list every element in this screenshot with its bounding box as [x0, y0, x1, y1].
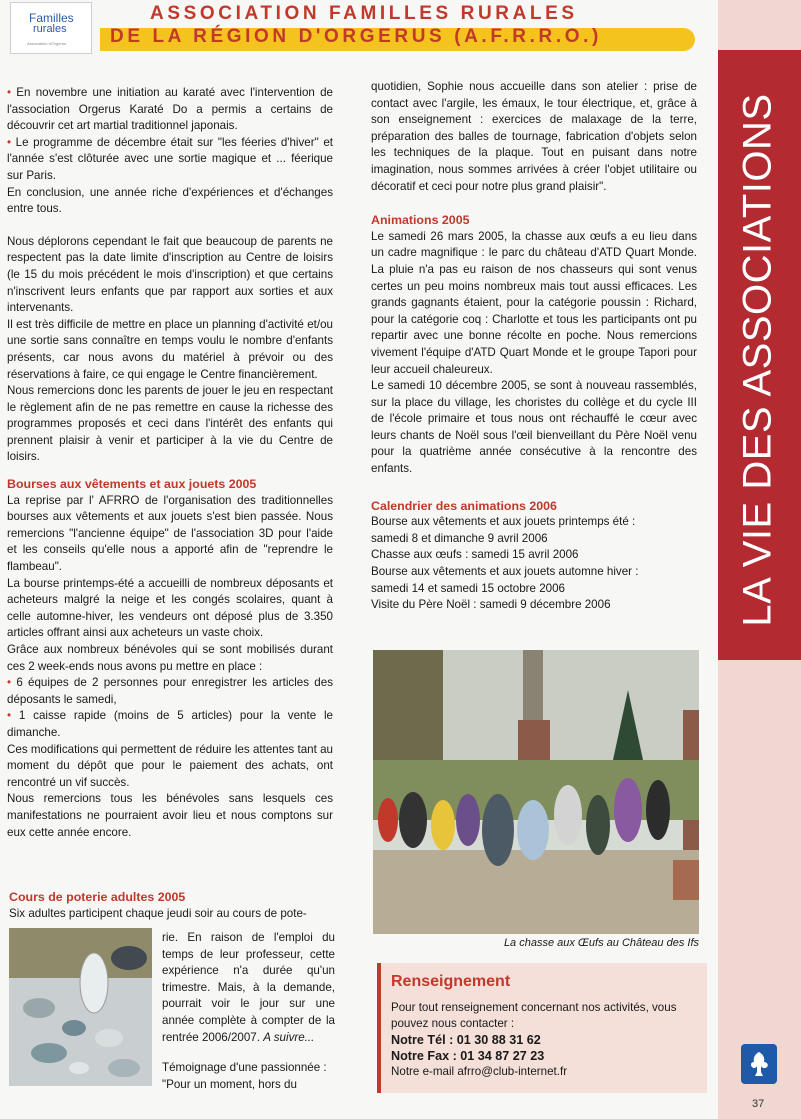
poterie-section — [9, 889, 335, 922]
section-heading-animations: Animations 2005 — [371, 213, 470, 228]
contact-title: Renseignement — [391, 973, 511, 990]
pottery-photo — [9, 928, 152, 1086]
familles-rurales-logo: Familles rurales Association d'Orgerus — [10, 2, 92, 54]
page-number: 37 — [752, 1098, 765, 1110]
contact-fax: Notre Fax : 01 34 87 27 23 — [391, 1049, 545, 1063]
contact-phone: Notre Tél : 01 30 88 31 62 — [391, 1033, 541, 1047]
paragraph: Nous remercions tous les bénévoles sans lesquels ces manifestations ne pourraient avoir lieu et nous comptons sur eux cette année encore. — [7, 792, 333, 839]
paragraph: quotidien, Sophie nous accueille dans son atelier : prise de contact avec l'argile, les émaux, le tour électrique, et, grâce à son enseignement : exercices de malaxage de la terre, préparation des balles de tournage, fabrication d'objets selon les techniques de la plaque. Tout en puisant dans notre imagination, nous sommes arrivées à créer l'objet utilitaire ou décoratif et ceci pour notre plus grand plaisir". — [371, 80, 697, 193]
rooster-logo-icon — [741, 1044, 777, 1084]
paragraph: Ces modifications qui permettent de réduire les attentes tant au moment du dépôt que pour le paiement des achats, ont rencontré un vif succès. — [7, 742, 333, 789]
paragraph: Le samedi 26 mars 2005, la chasse aux œufs a eu lieu dans un cadre magnifique : le parc du château d'ATD Quart Monde. La pluie n'a pas eu raison de nos chasseurs qui sont venus certes un peu moins nombreux mais tout aussi efficaces. Les grands gagnants étaient, pour la catégorie poussin : Richard, pour la catégorie coq : Charlotte et tous les participants ont pu repartir avec une bonne récolte en poche. Nous remercions vivement l'équipe d'ATD Quart Monde et le groupe Tapori pour leur accueil chaleureux. — [371, 229, 697, 376]
paragraph: • En novembre une initiation au karaté avec l'intervention de l'association Orgerus Karaté Do a permis a certains de découvrir cet art martial traditionnel japonais. — [7, 86, 333, 133]
sidebar — [718, 0, 801, 1119]
paragraph: • Le programme de décembre était sur "les féeries d'hiver" et l'année s'est clôturée avec une sortie magique et ... féerique sur Paris. — [7, 135, 333, 182]
column-right — [371, 79, 697, 614]
header-title-line2: DE LA RÉGION D'ORGERUS (A.F.R.R.O.) — [110, 26, 602, 47]
poterie-temoignage: Témoignage d'une passionnée : "Pour un moment, hors du — [162, 1061, 327, 1091]
egg-hunt-photo — [373, 650, 699, 934]
paragraph: Le samedi 10 décembre 2005, se sont à nouveau rassemblés, sur la place du village, les choristes du collège et du cycle III de l'école primaire et tous nous ont réchauffé le cœur avec leurs chants de Noël sous l'œil bienveillant du Père Noël venu pour la quatrième année consécutive à la rencontre des enfants. — [371, 379, 697, 476]
contact-body: Pour tout renseignement concernant nos activités, vous pouvez nous contacter : Notre Tél : 01 30 88 31 62 Notre Fax : 01 34 87 27 23 Notre e-mail afrro@club-internet.fr — [391, 1000, 703, 1080]
calendar-line: samedi 8 et dimanche 9 avril 2006 — [371, 531, 548, 545]
section-heading-poterie: Cours de poterie adultes 2005 — [9, 890, 186, 904]
column-left — [7, 85, 333, 841]
header-title-line1: ASSOCIATION FAMILLES RURALES — [150, 3, 578, 24]
paragraph: Nous remercions donc les parents de jouer le jeu en respectant le règlement afin de ne pas remettre en cause la richesse des programmes proposés et ceci dans l'intérêt des enfants qui prennent plaisir à venir et participer à la vie du Centre de loisirs. — [7, 384, 333, 464]
section-vertical-title: LA VIE DES ASSOCIATIONS — [735, 93, 780, 627]
poterie-paragraph: rie. En raison de l'emploi du temps de leur professeur, cette expérience n'a durée qu'un trimestre. Mais, à la demande, pourrait voir le jour sur une année complète à compter de la rentrée 2006/2007. A suivre... — [162, 931, 335, 1044]
calendar-line: Bourse aux vêtements et aux jouets automne hiver : — [371, 565, 639, 579]
paragraph: • 1 caisse rapide (moins de 5 articles) pour la vente le dimanche. — [7, 709, 333, 739]
photo-caption: La chasse aux Œufs au Château des Ifs — [503, 937, 699, 949]
paragraph: La bourse printemps-été a accueilli de nombreux déposants et acheteurs malgré la neige et les congés scolaires, quant à celle automne-hiver, les vendeurs ont déposé plus de 3.350 articles offrant ainsi aux acheteurs un vaste choix. — [7, 576, 333, 640]
paragraph: Nous déplorons cependant le fait que beaucoup de parents ne respectent pas la date limite d'inscription au Centre de loisirs (le 15 du mois précédent le mois d'inscription) et que certains n'inscrivent leurs enfants que par rapport aux sorties et aux intervenants. — [7, 234, 333, 315]
paragraph: La reprise par l' AFRRO de l'organisation des traditionnelles bourses aux vêtements et aux jouets s'est bien passée. Nous remercions "l'ancienne équipe" de l'association 3D pour l'aide et les conseils qu'elle nous a apporté afin de "reprendre le flambeau". — [7, 493, 333, 574]
calendar-line: Bourse aux vêtements et aux jouets printemps été : — [371, 515, 636, 529]
contact-email[interactable]: Notre e-mail afrro@club-internet.fr — [391, 1065, 568, 1078]
paragraph: Grâce aux nombreux bénévoles qui se sont mobilisés durant ces 2 week-ends nous avons pu mettre en place : — [7, 643, 333, 673]
calendar-line: samedi 14 et samedi 15 octobre 2006 — [371, 581, 565, 595]
paragraph: • 6 équipes de 2 personnes pour enregistrer les articles des déposants le samedi, — [7, 676, 333, 706]
calendar-line: Chasse aux œufs : samedi 15 avril 2006 — [371, 548, 579, 562]
contact-box — [377, 963, 707, 1093]
section-heading-bourses: Bourses aux vêtements et aux jouets 2005 — [7, 477, 257, 492]
paragraph: En conclusion, une année riche d'expériences et d'échanges entre tous. — [7, 185, 333, 216]
paragraph: Six adultes participent chaque jeudi soir au cours de pote- — [9, 906, 307, 920]
section-heading-calendrier: Calendrier des animations 2006 — [371, 498, 557, 513]
paragraph: Il est très difficile de mettre en place un planning d'activité et/ou une sortie sans connaître en temps voulu le nombre d'enfants présents, car nous avons du matériel à prévoir ou des réservations à faire, ce qui engage le Centre financièrement. — [7, 317, 333, 381]
calendar-line: Visite du Père Noël : samedi 9 décembre 2006 — [371, 598, 611, 612]
